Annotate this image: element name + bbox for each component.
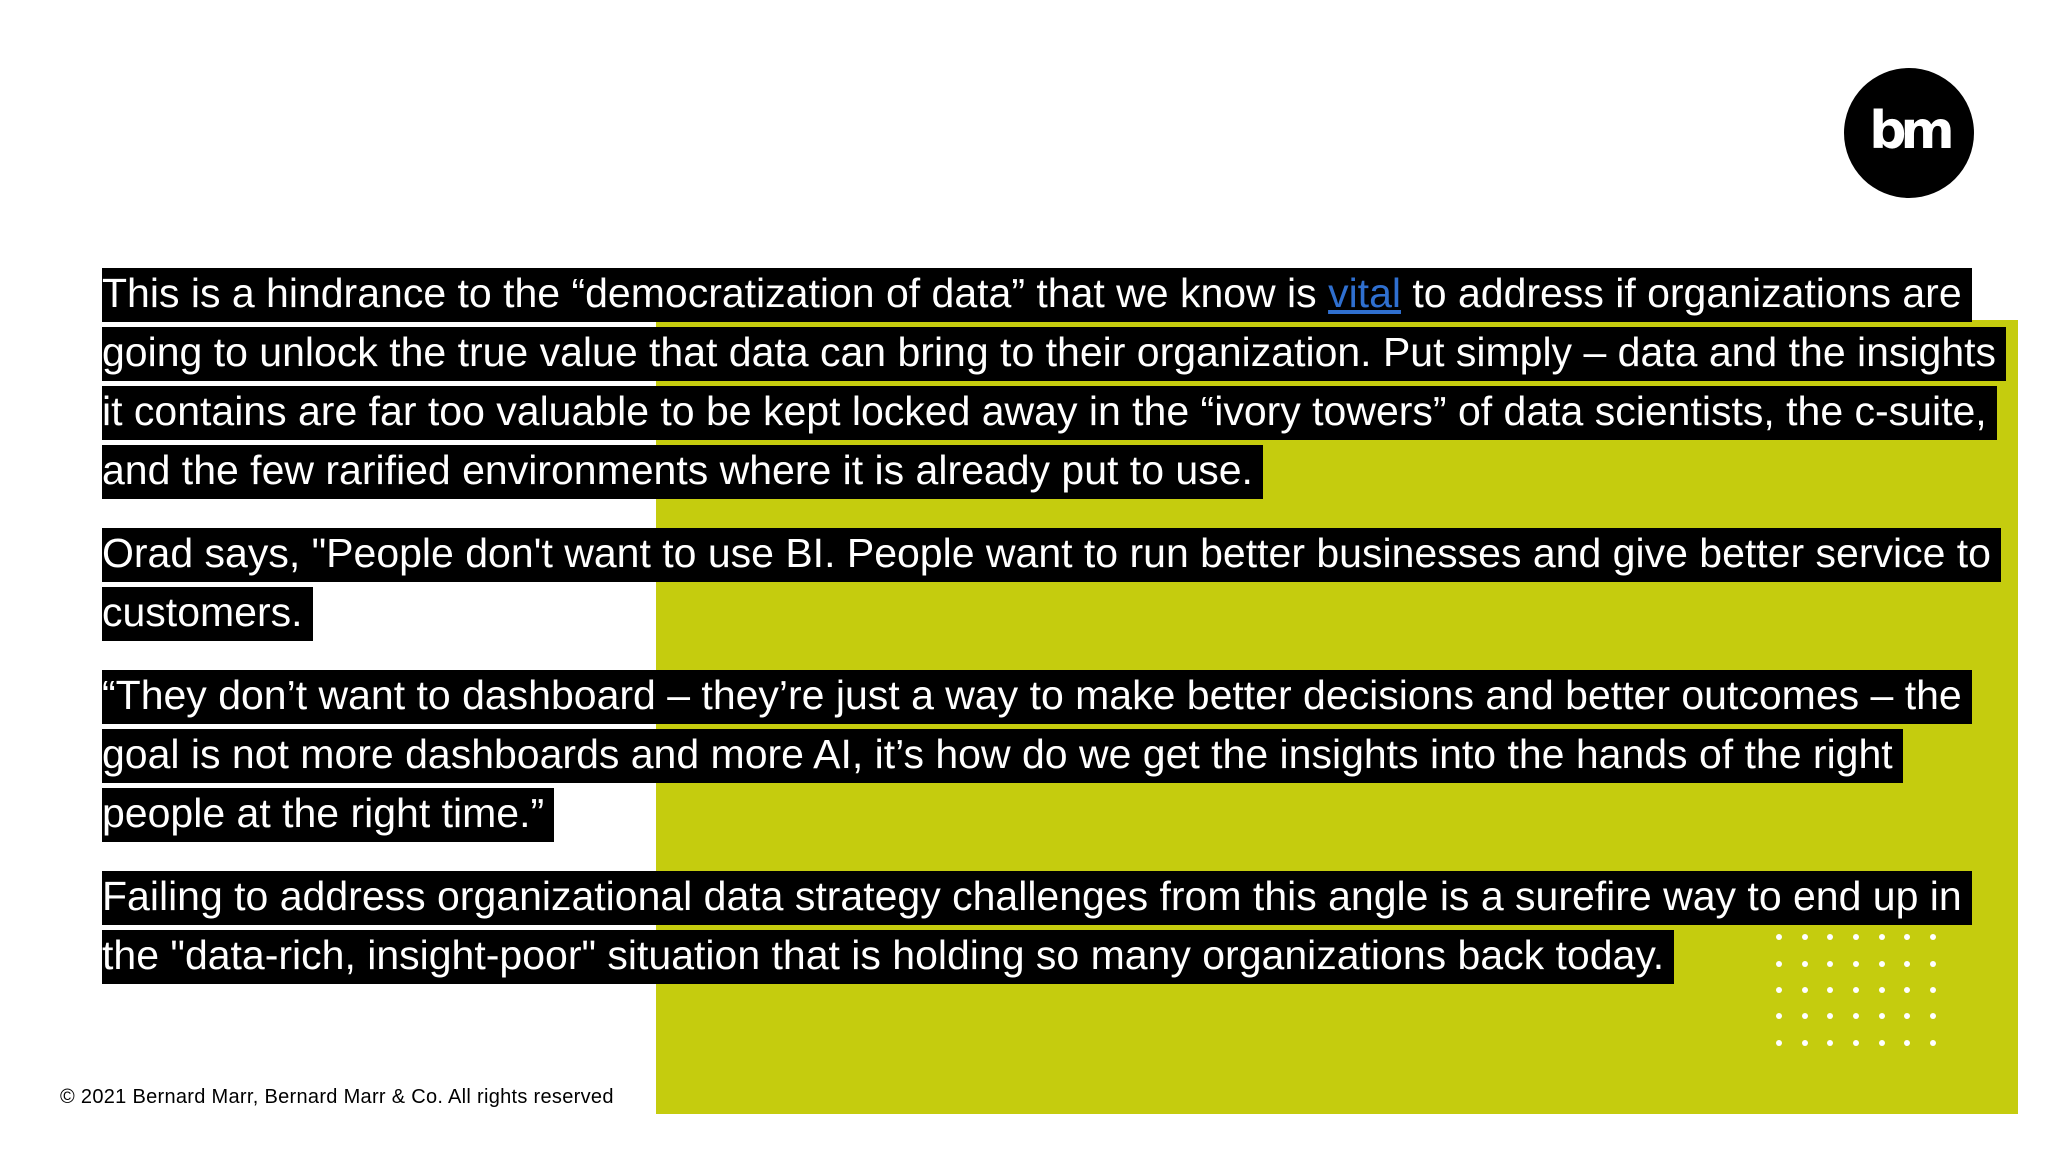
decorative-dot bbox=[1776, 1013, 1782, 1019]
decorative-dot bbox=[1853, 1013, 1859, 1019]
logo-text: bm bbox=[1869, 101, 1949, 161]
paragraph-1-before: This is a hindrance to the “democratization of data” that we know is bbox=[102, 270, 1329, 316]
paragraph-2 bbox=[102, 524, 2002, 642]
paragraph-4 bbox=[102, 867, 2002, 985]
paragraph-2-text: Orad says, "People don't want to use BI. People want to run better businesses and give better service to customers. bbox=[102, 528, 2001, 641]
copyright-footer: © 2021 Bernard Marr, Bernard Marr & Co. All rights reserved bbox=[60, 1086, 614, 1108]
decorative-dot bbox=[1879, 1013, 1885, 1019]
text-content bbox=[102, 264, 2002, 1009]
decorative-dot bbox=[1879, 1040, 1885, 1046]
bm-logo bbox=[1844, 68, 1974, 198]
decorative-dot bbox=[1776, 1040, 1782, 1046]
decorative-dot bbox=[1802, 1040, 1808, 1046]
paragraph-1 bbox=[102, 264, 2002, 500]
decorative-dot bbox=[1853, 1040, 1859, 1046]
vital-link[interactable]: vital bbox=[1328, 270, 1401, 316]
paragraph-3-text: “They don’t want to dashboard – they’re just a way to make better decisions and better outcomes – the goal is not more dashboards and more AI, it’s how do we get the insights into the hands of the right people at the right time.” bbox=[102, 670, 1972, 842]
decorative-dot bbox=[1904, 1040, 1910, 1046]
paragraph-1-text bbox=[102, 268, 2006, 499]
decorative-dot bbox=[1802, 1013, 1808, 1019]
decorative-dot bbox=[1827, 1040, 1833, 1046]
decorative-dot bbox=[1827, 1013, 1833, 1019]
paragraph-3 bbox=[102, 666, 2002, 843]
decorative-dot bbox=[1904, 1013, 1910, 1019]
paragraph-1-after: to address if organizations are going to unlock the true value that data can bring to their organization. Put simply – data and the insights it contains are far too valuable to be kept locked away in the “ivory towers” of data scientists, the c-suite, and the few rarified environments where it is already put to use. bbox=[102, 270, 1997, 493]
paragraph-4-text: Failing to address organizational data strategy challenges from this angle is a surefire way to end up in the "data-rich, insight-poor" situation that is holding so many organizations back today. bbox=[102, 871, 1972, 984]
decorative-dot bbox=[1930, 1013, 1936, 1019]
decorative-dot bbox=[1930, 1040, 1936, 1046]
